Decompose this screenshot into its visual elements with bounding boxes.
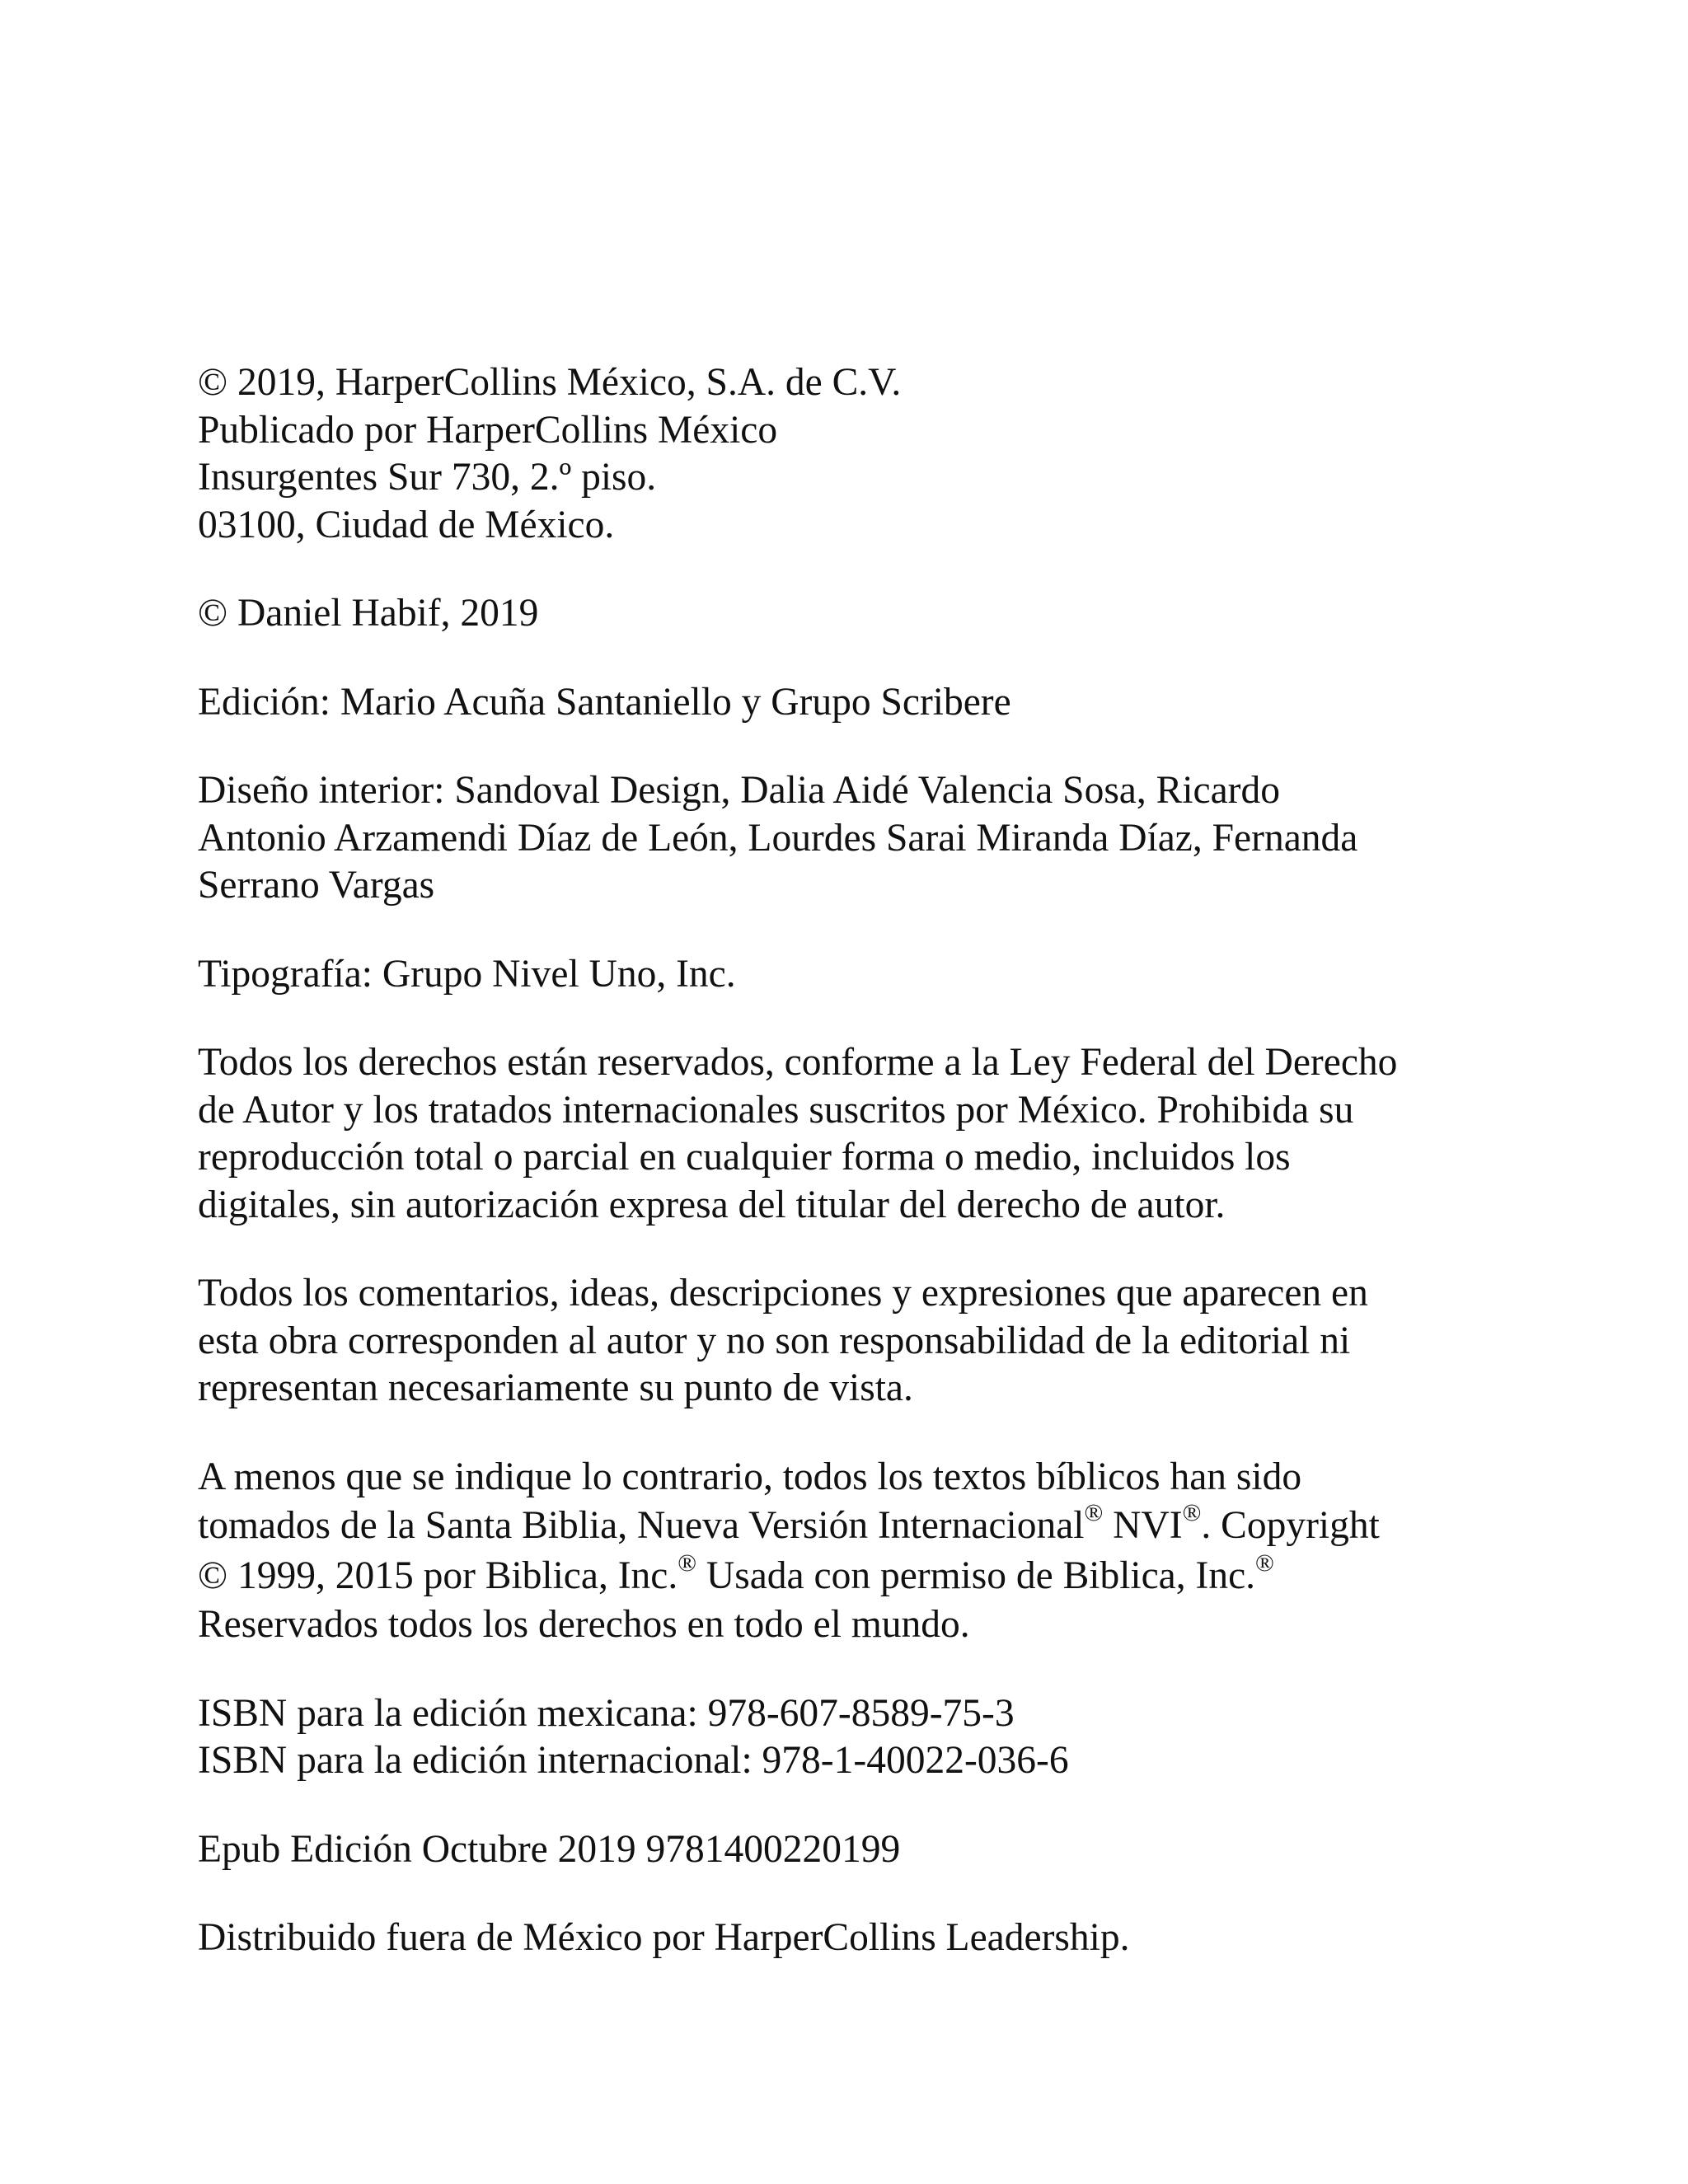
rights-line: reproducción total o parcial en cualquier forma o medio, incluidos los — [198, 1136, 1291, 1179]
edition-credit — [198, 679, 1517, 727]
distribution — [198, 1915, 1517, 1962]
publisher-block — [198, 359, 1517, 549]
rights-line: de Autor y los tratados internacionales suscritos por México. Prohibida su — [198, 1088, 1354, 1132]
epub-edition — [198, 1826, 1517, 1874]
publisher-line: Insurgentes Sur 730, 2.º piso. — [198, 456, 657, 499]
disclaimer-line: esta obra corresponden al autor y no son responsabilidad de la editorial ni — [198, 1319, 1351, 1362]
design-credit-line: Diseño interior: Sandoval Design, Dalia Aidé Valencia Sosa, Ricardo — [198, 769, 1280, 812]
disclaimer-line: Todos los comentarios, ideas, descripciones y expresiones que aparecen en — [198, 1272, 1368, 1315]
isbn-line: ISBN para la edición mexicana: 978-607-8589-75-3 — [198, 1691, 1015, 1735]
author-copyright — [198, 590, 1517, 638]
bible-text: . Copyright — [1201, 1504, 1380, 1547]
rights-line: digitales, sin autorización expresa del titular del derecho de autor. — [198, 1183, 1226, 1226]
design-credit-line: Antonio Arzamendi Díaz de León, Lourdes Sarai Miranda Díaz, Fernanda — [198, 816, 1358, 860]
typography-credit-line: Tipografía: Grupo Nivel Uno, Inc. — [198, 952, 736, 996]
publisher-line: 03100, Ciudad de México. — [198, 503, 615, 546]
design-credit — [198, 767, 1517, 910]
bible-paragraph — [198, 1454, 1517, 1649]
author-copyright-line: © Daniel Habif, 2019 — [198, 592, 539, 635]
publisher-line: © 2019, HarperCollins México, S.A. de C.V. — [198, 361, 902, 404]
rights-paragraph — [198, 1039, 1517, 1229]
bible-line: Reservados todos los derechos en todo el mundo. — [198, 1603, 970, 1646]
design-credit-line: Serrano Vargas — [198, 864, 435, 907]
bible-line — [198, 1501, 1517, 1551]
bible-line — [198, 1551, 1517, 1601]
typography-credit — [198, 951, 1517, 999]
copyright-text — [198, 359, 1517, 2004]
epub-edition-line: Epub Edición Octubre 2019 9781400220199 — [198, 1827, 901, 1871]
isbn-line: ISBN para la edición internacional: 978-1-40022-036-6 — [198, 1739, 1069, 1782]
bible-line: A menos que se indique lo contrario, todos los textos bíblicos han sido — [198, 1455, 1302, 1498]
bible-text: tomados de la Santa Biblia, Nueva Versión Internacional — [198, 1504, 1085, 1547]
registered-mark: ® — [678, 1549, 697, 1577]
edition-credit-line: Edición: Mario Acuña Santaniello y Grupo Scribere — [198, 680, 1011, 724]
disclaimer-line: representan necesariamente su punto de vista. — [198, 1366, 913, 1409]
bible-text: NVI — [1103, 1504, 1183, 1547]
bible-text: © 1999, 2015 por Biblica, Inc. — [198, 1554, 678, 1597]
publisher-line: Publicado por HarperCollins México — [198, 408, 778, 452]
registered-mark: ® — [1182, 1499, 1202, 1527]
isbn-block — [198, 1690, 1517, 1785]
registered-mark: ® — [1255, 1549, 1274, 1577]
rights-line: Todos los derechos están reservados, conforme a la Ley Federal del Derecho — [198, 1041, 1398, 1084]
bible-text: Usada con permiso de Biblica, Inc. — [696, 1554, 1256, 1597]
distribution-line: Distribuido fuera de México por HarperCollins Leadership. — [198, 1916, 1130, 1959]
registered-mark: ® — [1084, 1499, 1104, 1527]
disclaimer-paragraph — [198, 1270, 1517, 1413]
